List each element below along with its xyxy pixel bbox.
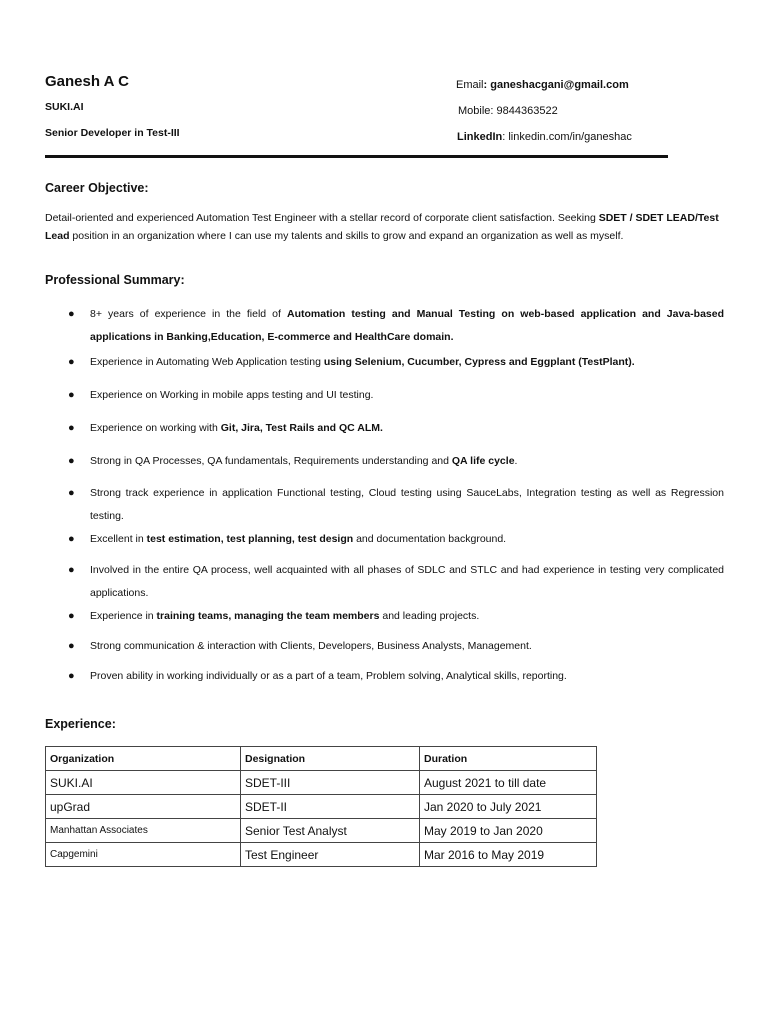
duration-cell: Jan 2020 to July 2021 [420,795,597,819]
linkedin-line [456,124,632,150]
bullet-icon: ● [68,308,75,320]
summary-item [58,605,724,628]
table-row [46,819,597,843]
column-header-designation: Designation [241,747,420,771]
summary-text: Excellent in [90,533,147,545]
table-header-row [46,747,597,771]
objective-text-part: position in an organization where I can use my talents and skills to grow and expand an organization as well as myself. [69,230,624,242]
designation-cell: Senior Test Analyst [241,819,420,843]
bullet-icon: ● [68,356,75,368]
summary-item [58,384,724,407]
summary-item [58,417,724,440]
mobile-label: Mobile: [458,105,494,117]
summary-item [58,665,724,688]
organization-cell: Capgemini [46,843,241,867]
summary-text: Proven ability in working individually or as a part of a team, Problem solving, Analytical skills, reporting. [90,670,567,682]
bullet-icon: ● [68,670,75,682]
summary-bold: QA life cycle [451,455,515,467]
objective-heading: Career Objective: [45,181,149,195]
summary-text: Strong communication & interaction with Clients, Developers, Business Analysts, Management. [90,640,532,652]
table-row [46,771,597,795]
bullet-icon: ● [68,640,75,652]
organization-cell: SUKI.AI [46,771,241,795]
summary-bold: using Selenium, Cucumber, Cypress and Eggplant (TestPlant). [323,356,635,368]
summary-item [58,635,724,658]
column-header-duration: Duration [420,747,597,771]
summary-item [58,528,724,551]
bullet-icon: ● [68,389,75,401]
linkedin-value: : linkedin.com/in/ganeshac [502,131,632,143]
column-header-organization: Organization [46,747,241,771]
summary-text: Experience in [90,610,157,622]
summary-bold: Automation testing and Manual Testing on web-based application and Java-based applications in Banking,Education, E-commerce and HealthCare domain. [90,308,724,343]
table-row [46,843,597,867]
email-label: Email [456,79,484,91]
duration-cell: May 2019 to Jan 2020 [420,819,597,843]
summary-item [58,482,724,528]
current-company: SUKI.AI [45,101,84,113]
designation-cell: SDET-III [241,771,420,795]
header-divider [45,155,668,158]
header-left [45,70,180,146]
bullet-icon: ● [68,533,75,545]
current-title: Senior Developer in Test-III [45,127,180,139]
summary-item [58,450,724,473]
mobile-line [456,98,632,124]
bullet-icon: ● [68,487,75,499]
contact-block [456,72,632,150]
bullet-icon: ● [68,422,75,434]
objective-target-roles: SDET / SDET LEAD/Test Lead [45,212,719,242]
candidate-name: Ganesh A C [45,73,129,90]
table-row [46,795,597,819]
summary-item [58,559,724,605]
linkedin-label: LinkedIn [457,131,503,143]
organization-cell: Manhattan Associates [46,819,241,843]
experience-heading: Experience: [45,717,116,731]
summary-text: Experience on working with [90,422,221,434]
summary-text: Strong in QA Processes, QA fundamentals, Requirements understanding and [90,455,452,467]
objective-text [45,209,725,245]
summary-bold: test estimation, test planning, test design [146,533,354,545]
bullet-icon: ● [68,564,75,576]
summary-bold: Git, Jira, Test Rails and QC ALM. [220,422,383,434]
duration-cell: Mar 2016 to May 2019 [420,843,597,867]
summary-item [58,303,724,349]
summary-heading: Professional Summary: [45,273,185,287]
bullet-icon: ● [68,455,75,467]
mobile-value: 9844363522 [493,105,558,117]
summary-text: Involved in the entire QA process, well acquainted with all phases of SDLC and STLC and had experience in testing very complicated applications. [90,564,724,599]
duration-cell: August 2021 to till date [420,771,597,795]
summary-text: Experience on Working in mobile apps testing and UI testing. [90,389,374,401]
summary-list [58,303,724,688]
summary-text: . [514,455,518,467]
designation-cell: SDET-II [241,795,420,819]
summary-text: Strong track experience in application Functional testing, Cloud testing using SauceLabs, Integration testing as well as Regression testing. [90,487,724,522]
email-value: : ganeshacgani@gmail.com [483,79,629,91]
objective-text-part: Detail-oriented and experienced Automation Test Engineer with a stellar record of corporate client satisfaction. Seeking [45,212,599,224]
bullet-icon: ● [68,610,75,622]
summary-text: 8+ years of experience in the field of [90,308,287,320]
summary-text: and leading projects. [379,610,480,622]
email-line [456,72,632,98]
summary-bold: training teams, managing the team members [156,610,380,622]
designation-cell: Test Engineer [241,843,420,867]
summary-text: Experience in Automating Web Application testing [90,356,324,368]
summary-item [58,351,724,374]
experience-table [45,746,597,867]
organization-cell: upGrad [46,795,241,819]
summary-text: and documentation background. [353,533,507,545]
